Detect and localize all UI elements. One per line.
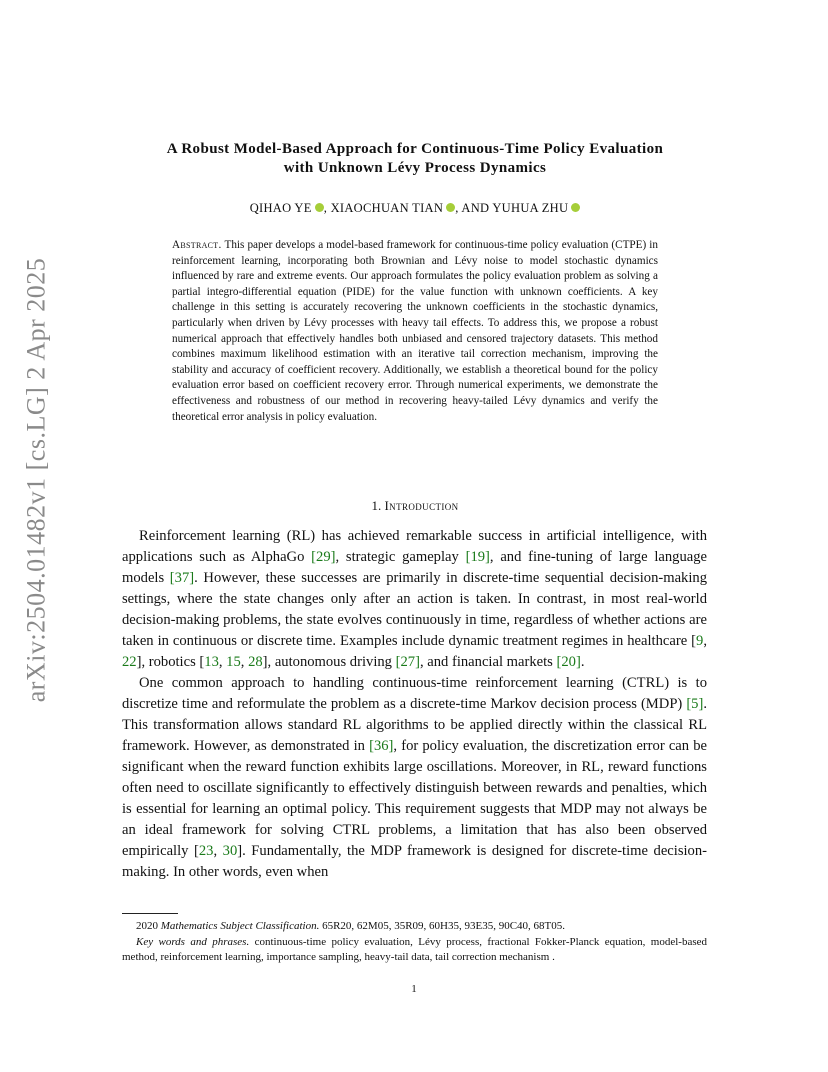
abstract-label: Abstract. bbox=[172, 239, 222, 251]
text-run: ], autonomous driving bbox=[262, 654, 396, 670]
text-run: , bbox=[703, 633, 707, 649]
arxiv-identifier: arXiv:2504.01482v1 [cs.LG] 2 Apr 2025 bbox=[21, 257, 50, 703]
msc-year: 2020 bbox=[136, 920, 158, 932]
text-run: ], robotics [ bbox=[136, 654, 205, 670]
text-run: . However, these successes are primarily in discrete-time sequential decision-making settings, where the state changes only after an action is taken. In contrast, in most real-world decision-making problems, the state evolves continuously in time, regardless of whether actions are taken in continuous or discrete time. Examples include dynamic treatment regimes in healthcare [ bbox=[122, 570, 707, 649]
author-separator: , bbox=[455, 201, 459, 215]
citation-link[interactable]: [37] bbox=[169, 570, 195, 586]
citation-link[interactable]: 9 bbox=[696, 633, 704, 649]
text-run: . This transformation allows standard RL algorithms to be applied directly within the classical RL framework. However, as demonstrated in bbox=[122, 696, 707, 754]
text-run: , and fine-tuning of large language models bbox=[122, 549, 707, 586]
abstract-text: This paper develops a model-based framework for continuous-time policy evaluation (CTPE) in reinforcement learning, incorporating both Brownian and Lévy noise to model stochastic dynamics influenced by rare and extreme events. Our approach formulates the policy evaluation problem as solving a partial integro-differential equation (PIDE) for the value function with unknown coefficients. A key challenge in this setting is accurately recovering the unknown coefficients in the stochastic dynamics, particularly when driven by Lévy processes with heavy tail effects. To address this, we propose a robust numerical approach that effectively handles both unbiased and censored trajectory datasets. This method combines maximum likelihood estimation with an iterative tail correction mechanism, improving the stability and accuracy of coefficient recovery. Additionally, we establish a theoretical bound for the policy evaluation error based on coefficient recovery error. Through numerical experiments, we demonstrate the effectiveness and robustness of our method in recovering heavy-tailed Lévy dynamics and verify the theoretical error analysis in policy evaluation. bbox=[172, 239, 658, 423]
text-run: ]. Fundamentally, the MDP framework is designed for discrete-time decision-making. In other words, even when bbox=[122, 843, 708, 880]
text-run: , bbox=[218, 654, 227, 670]
citation-link[interactable]: 30 bbox=[222, 843, 238, 859]
text-run: One common approach to handling continuous-time reinforcement learning (CTRL) is to discretize time and reformulate the problem as a discrete-time Markov decision process (MDP) bbox=[122, 675, 707, 712]
author-name: QIHAO YE bbox=[249, 201, 312, 215]
body-text bbox=[122, 526, 707, 883]
author-name: XIAOCHUAN TIAN bbox=[330, 201, 444, 215]
citation-link[interactable]: [36] bbox=[369, 738, 394, 754]
citation-link[interactable]: [20] bbox=[556, 654, 581, 670]
text-run: . bbox=[580, 654, 585, 670]
paper-title bbox=[100, 140, 730, 178]
citation-link[interactable]: [29] bbox=[311, 549, 336, 565]
paper-title-line-1: A Robust Model-Based Approach for Continuous-Time Policy Evaluation bbox=[166, 141, 664, 157]
author-name: AND YUHUA ZHU bbox=[461, 201, 569, 215]
abstract bbox=[172, 238, 658, 425]
text-run: Reinforcement learning (RL) has achieved remarkable success in artificial intelligence, with applications such as AlphaGo bbox=[122, 528, 707, 565]
citation-link[interactable]: [19] bbox=[465, 549, 490, 565]
keywords-footnote bbox=[122, 935, 707, 966]
footnotes bbox=[122, 919, 707, 966]
orcid-icon[interactable] bbox=[446, 203, 455, 212]
citation-link[interactable]: 28 bbox=[248, 654, 263, 670]
keywords-label: Key words and phrases. bbox=[136, 935, 250, 948]
msc-footnote bbox=[122, 919, 707, 935]
section-number: 1. bbox=[371, 498, 382, 513]
text-run: , bbox=[213, 843, 223, 859]
citation-link[interactable]: 22 bbox=[122, 654, 137, 670]
arxiv-identifier-sidebar bbox=[18, 257, 54, 703]
author-list bbox=[100, 201, 730, 216]
citation-link[interactable]: 13 bbox=[204, 654, 219, 670]
paper-title-line-2: with Unknown Lévy Process Dynamics bbox=[283, 160, 547, 176]
paragraph bbox=[122, 526, 707, 673]
text-run: , strategic gameplay bbox=[335, 549, 466, 565]
orcid-icon[interactable] bbox=[571, 203, 580, 212]
keywords: continuous-time policy evaluation, Lévy process, fractional Fokker-Planck equation, model-based method, reinforcement learning, importance sampling, heavy-tail data, tail correction mechanism . bbox=[122, 935, 708, 963]
author-separator: , bbox=[323, 201, 328, 215]
text-run: , bbox=[240, 654, 249, 670]
msc-codes: 65R20, 62M05, 35R09, 60H35, 93E35, 90C40, 68T05. bbox=[322, 920, 566, 932]
citation-link[interactable]: [27] bbox=[395, 654, 420, 670]
footnote-rule bbox=[122, 913, 178, 914]
orcid-icon[interactable] bbox=[315, 203, 324, 212]
page-number: 1 bbox=[411, 983, 417, 995]
msc-label: Mathematics Subject Classification. bbox=[160, 920, 320, 932]
paragraph bbox=[122, 673, 707, 883]
citation-link[interactable]: 23 bbox=[198, 843, 214, 859]
text-run: , and financial markets bbox=[419, 654, 557, 670]
citation-link[interactable]: 15 bbox=[226, 654, 241, 670]
section-heading bbox=[100, 498, 730, 514]
text-run: , for policy evaluation, the discretization error can be significant when the reward function exhibits large oscillations. Moreover, in RL, reward functions often need to oscillate significantly to effectively distinguish between rewards and penalties, which is essential for learning an optimal policy. This requirement suggests that MDP may not always be an ideal framework for solving CTRL problems, a limitation that has also been observed empirically [ bbox=[122, 738, 707, 859]
section-title: Introduction bbox=[384, 498, 459, 513]
citation-link[interactable]: [5] bbox=[686, 696, 704, 712]
